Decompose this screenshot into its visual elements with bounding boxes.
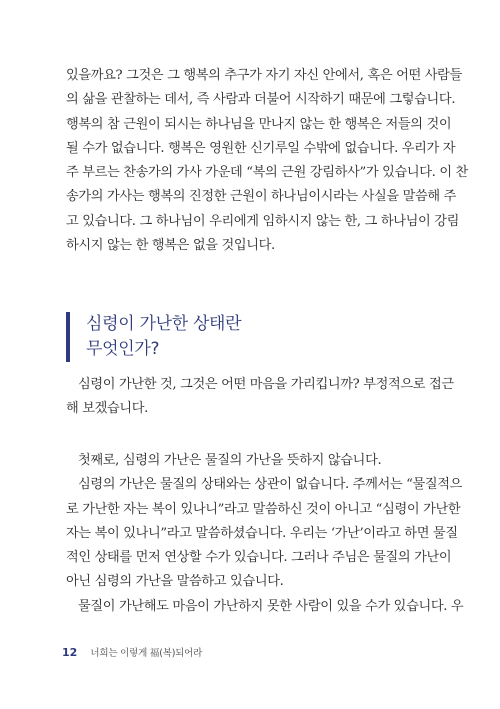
text-line: 심령의 가난은 물질의 상태와는 상관이 없습니다. 주께서는 “물질적으	[78, 477, 463, 493]
text-line: 자는 복이 있나니”라고 말씀하셨습니다. 우리는 ‘가난’이라고 하면 물질	[66, 525, 458, 541]
text-line: 주 부르는 찬송가의 가사 가운데 “복의 근원 강림하사”가 있습니다. 이 찬	[66, 165, 468, 181]
paragraph-first-point	[66, 449, 464, 619]
section-heading	[66, 312, 241, 362]
intro-paragraph	[66, 64, 468, 258]
text-line: 로 가난한 자는 복이 있나니”라고 말씀하신 것이 아니고 “심령이 가난한	[66, 501, 461, 517]
text-line: 해 보겠습니다.	[66, 401, 149, 417]
text-line: 심령이 가난한 것, 그것은 어떤 마음을 가리킵니까? 부정적으로 접근	[78, 377, 454, 392]
text-line: 하시지 않는 한 행복은 없을 것입니다.	[66, 238, 275, 254]
page-footer	[62, 641, 202, 660]
text-line: 아닌 심령의 가난을 말씀하고 있습니다.	[66, 574, 284, 590]
text-line: 있을까요? 그것은 그 행복의 추구가 자기 자신 안에서, 혹은 어떤 사람들	[66, 68, 462, 83]
section-heading-line-2: 무엇인가?	[86, 339, 160, 359]
page-number: 12	[62, 646, 78, 659]
text-line: 송가의 가사는 행복의 진정한 근원이 하나님이시라는 사실을 말씀해 주	[66, 189, 457, 205]
text-line: 첫째로, 심령의 가난은 물질의 가난을 뜻하지 않습니다.	[78, 453, 382, 468]
text-line: 적인 상태를 먼저 연상할 수가 있습니다. 그러나 주님은 물질의 가난이	[66, 550, 452, 566]
text-line: 의 삶을 관찰하는 데서, 즉 사람과 더불어 시작하기 때문에 그렇습니다.	[66, 92, 456, 108]
paragraph-approach	[66, 373, 454, 422]
text-line: 고 있습니다. 그 하나님이 우리에게 임하시지 않는 한, 그 하나님이 강림	[66, 213, 459, 229]
running-title: 너희는 이렇게 福(복)되어라	[90, 648, 203, 659]
text-line: 행복의 참 근원이 되시는 하나님을 만나지 않는 한 행복은 저들의 것이	[66, 116, 452, 132]
text-line: 될 수가 없습니다. 행복은 영원한 신기루일 수밖에 없습니다. 우리가 자	[66, 140, 456, 156]
section-heading-line-1: 심령이 가난한 상태란	[86, 314, 242, 334]
text-line: 물질이 가난해도 마음이 가난하지 못한 사람이 있을 수가 있습니다. 우	[78, 598, 464, 614]
